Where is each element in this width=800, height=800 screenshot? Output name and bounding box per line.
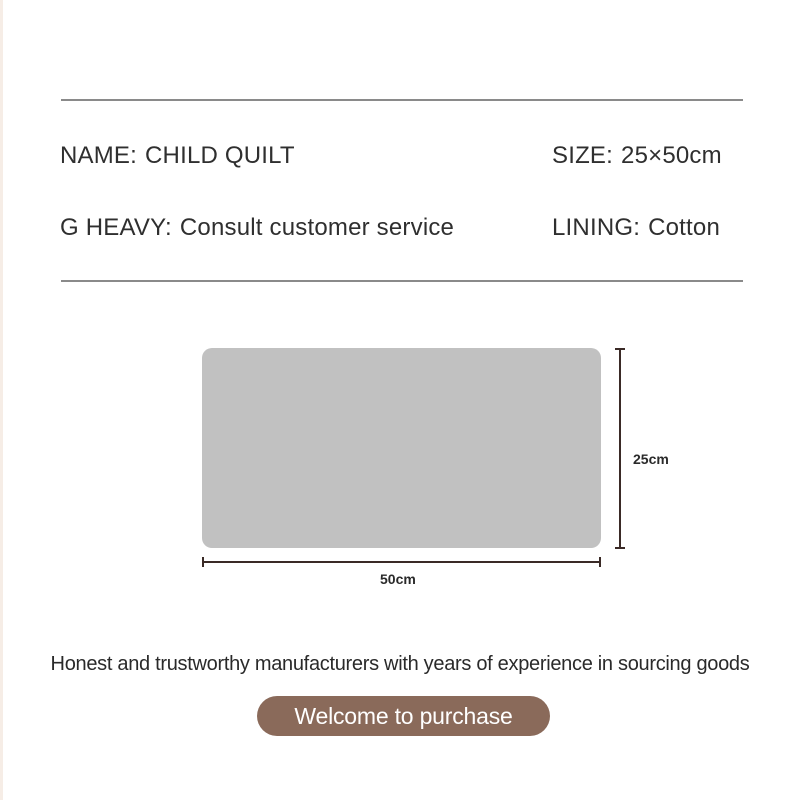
- purchase-button[interactable]: Welcome to purchase: [257, 696, 550, 736]
- top-divider: [61, 99, 743, 101]
- quilt-diagram: [202, 348, 601, 548]
- spec-name: [60, 142, 295, 170]
- width-dimension-label: 50cm: [380, 571, 416, 587]
- spec-weight-label: G HEAVY:: [60, 214, 172, 241]
- spec-size: [552, 142, 722, 170]
- spec-name-value: CHILD QUILT: [145, 142, 295, 169]
- tagline: Honest and trustworthy manufacturers with years of experience in sourcing goods: [50, 653, 750, 675]
- spec-lining: [552, 214, 720, 242]
- spec-name-label: NAME:: [60, 142, 138, 169]
- spec-weight-value: Consult customer service: [179, 214, 455, 241]
- height-dimension-label: 25cm: [633, 451, 669, 467]
- spec-size-value: 25×50cm: [621, 142, 722, 169]
- spec-lining-value: Cotton: [648, 214, 721, 241]
- bottom-divider: [61, 280, 743, 282]
- spec-lining-label: LINING:: [552, 214, 641, 241]
- spec-weight: [60, 214, 454, 242]
- width-dimension-line: [202, 561, 601, 563]
- height-dimension-line: [619, 348, 621, 549]
- left-edge-strip: [0, 0, 3, 800]
- spec-size-label: SIZE:: [552, 142, 614, 169]
